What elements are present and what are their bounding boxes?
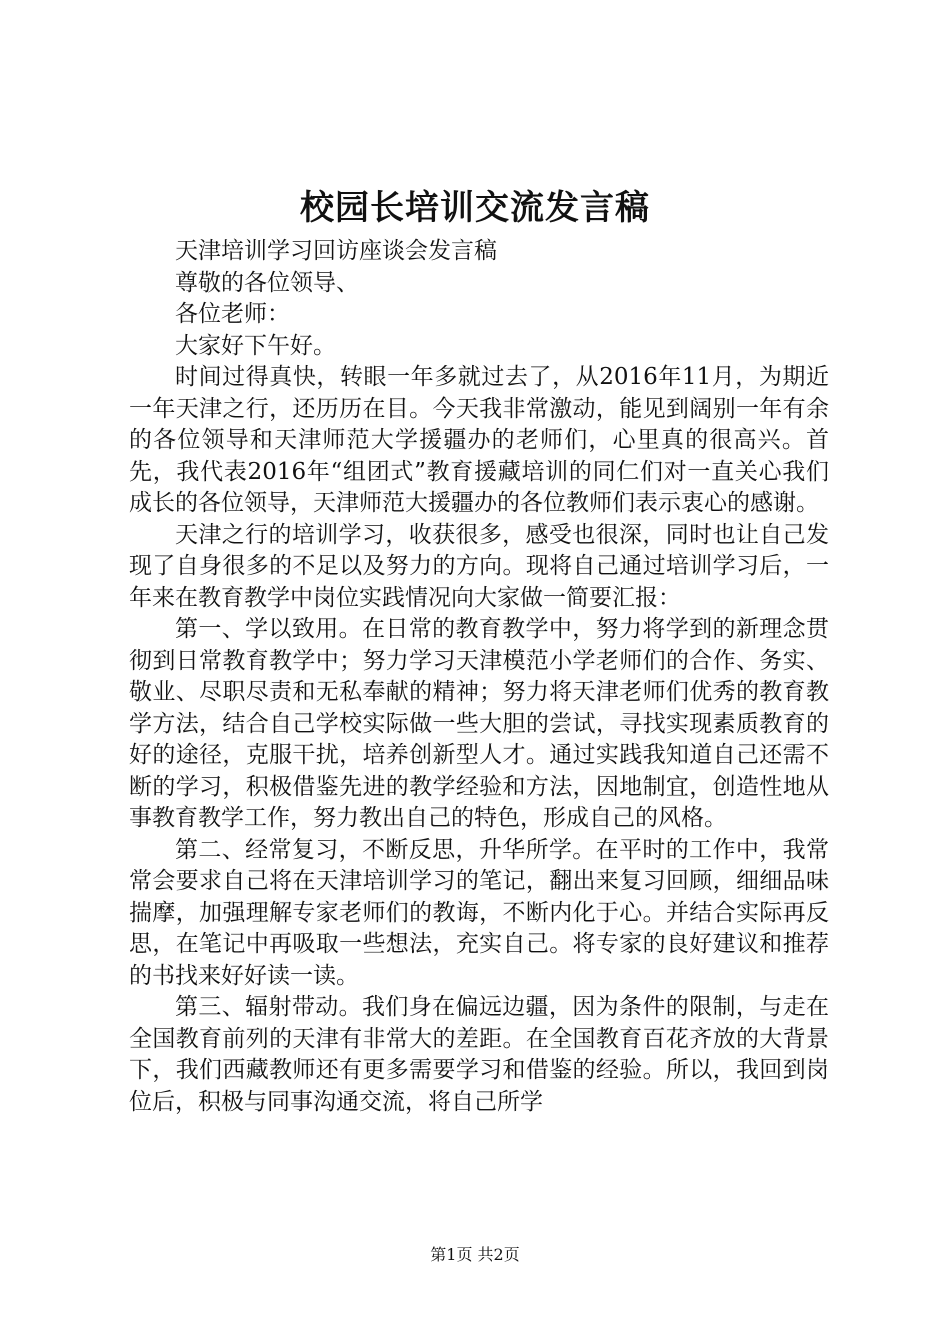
paragraph-salutation-1: 尊敬的各位领导、	[175, 269, 359, 296]
document-body	[129, 236, 829, 1118]
paragraph-greeting: 大家好下午好。	[175, 332, 336, 359]
paragraph-point-3: 第三、辐射带动。我们身在偏远边疆，因为条件的限制，与走在全国教育前列的天津有非常大的差距。在全国教育百花齐放的大背景下，我们西藏教师还有更多需要学习和借鉴的经验。所以，我回到岗位后，积极与同事沟通交流，将自己所学	[129, 994, 829, 1115]
paragraph-intro: 时间过得真快，转眼一年多就过去了，从2016年11月，为期近一年天津之行，还历历在目。今天我非常激动，能见到阔别一年有余的各位领导和天津师范大学援疆办的老师们，心里真的很高兴。首先，我代表2016年“组团式”教育援藏培训的同仁们对一直关心我们成长的各位领导，天津师范大援疆办的各位教师们表示衷心的感谢。	[129, 364, 829, 516]
document-title: 校园长培训交流发言稿	[300, 188, 650, 228]
paragraph-report: 天津之行的培训学习，收获很多，感受也很深，同时也让自己发现了自身很多的不足以及努力的方向。现将自己通过培训学习后，一年来在教育教学中岗位实践情况向大家做一简要汇报：	[129, 521, 829, 611]
paragraph-point-1: 第一、学以致用。在日常的教育教学中，努力将学到的新理念贯彻到日常教育教学中；努力学习天津模范小学老师们的合作、务实、敬业、尽职尽责和无私奉献的精神；努力将天津老师们优秀的教育教学方法，结合自己学校实际做一些大胆的尝试，寻找实现素质教育的好的途径，克服干扰，培养创新型人才。通过实践我知道自己还需不断的学习，积极借鉴先进的教学经验和方法，因地制宜，创造性地从事教育教学工作，努力教出自己的特色，形成自己的风格。	[129, 616, 829, 831]
paragraph-heading: 天津培训学习回访座谈会发言稿	[175, 238, 497, 264]
paragraph-salutation-2: 各位老师：	[175, 301, 290, 327]
page-number: 第1页 共2页	[430, 1245, 520, 1264]
paragraph-point-2: 第二、经常复习，不断反思，升华所学。在平时的工作中，我常常会要求自己将在天津培训学习的笔记，翻出来复习回顾，细细品味揣摩，加强理解专家老师们的教诲，不断内化于心。并结合实际再反思，在笔记中再吸取一些想法，充实自己。将专家的良好建议和推荐的书找来好好读一读。	[129, 836, 829, 989]
